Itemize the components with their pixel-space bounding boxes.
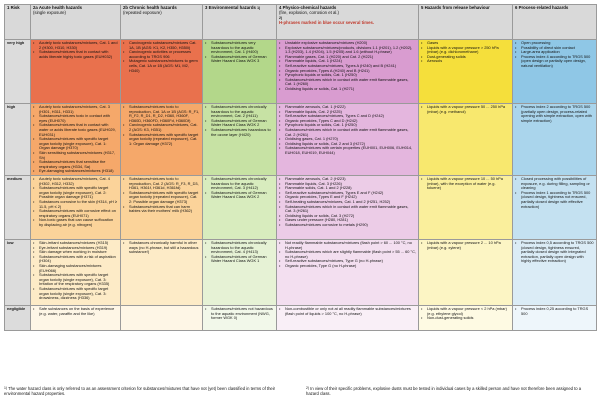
process-related-cell — [513, 176, 597, 240]
criteria-list — [421, 177, 510, 191]
criteria-list — [33, 41, 118, 59]
criteria-list — [33, 307, 118, 316]
criteria-item: • Mutagenic substances/mixtures to germ cells, Cat. 1A or 1B (AGS: M1, M2, H340) — [127, 59, 200, 73]
criteria-item: • Substances/mixtures of German Water Hazard Class WGK 3 — [209, 55, 274, 64]
table-body — [5, 40, 597, 331]
criteria-item: • Substances/mixtures that in contact with water or acids liberate toxic gases (EUH029, EUH031) — [37, 123, 118, 137]
header-release-behaviour: 5 Hazards from release behaviour — [419, 5, 513, 40]
criteria-item: • Substances/mixtures which in contact with water emit flammable gases, Cat. 1 (H260) — [283, 78, 416, 87]
criteria-item: • Substances/mixtures toxic to reproduction, Cat. 1A or 1B (AGS: R_F1, R_F2, R_D1, R_D2, H360, H360F, H360D, H360FD, H360Fd, H360Df) — [127, 105, 200, 123]
criteria-item: • Skin damage when working in moisture — [37, 250, 118, 255]
criteria-item: • Self-reactive substances/mixtures, Type G (no H-phrase) — [283, 259, 416, 264]
criteria-list — [279, 307, 416, 316]
criteria-item: • Organic peroxides, Types E and F (H242) — [283, 195, 416, 200]
criteria-item: • Unstable explosive substances/mixtures (H200) — [283, 41, 416, 46]
criteria-item: • Substances/mixtures which in contact with water emit flammable gases, Cat. 3 (H261) — [283, 205, 416, 214]
criteria-item: • Substances/mixtures with certain properties (EUH001, EUH006, EUH014, EUH018, EUH019, EUH044) — [283, 146, 416, 155]
criteria-item: • Oxidising liquids or solids, Cat. 1 (H271) — [283, 87, 416, 92]
release-behaviour-cell — [419, 176, 513, 240]
criteria-list — [205, 177, 274, 200]
criteria-item: • Organic peroxides, Types A (H240) and B (H241) — [283, 69, 416, 74]
risk-level-cell: very high — [5, 40, 31, 104]
acute-cell — [31, 240, 121, 306]
criteria-item: • Liquids with a vapour pressure 10 ... 50 hPa (mbar), with the exception of water (e.g. toluene) — [425, 177, 510, 191]
criteria-item: • Acutely toxic substances/mixtures, Cat. 4 (H302, H312, H332) — [37, 177, 118, 186]
criteria-item: • Substances/mixtures chronically hazardous to the aquatic environment, Cat. 4 (H413) — [209, 241, 274, 255]
criteria-list — [205, 105, 274, 137]
criteria-item: • Substances/mixtures with a risk of aspiration (H304) — [37, 255, 118, 264]
criteria-list — [123, 41, 200, 73]
criteria-item: • Substances/mixtures with specific target organ toxicity (single exposure), Cat. 2: Possible organ damage (H371) — [37, 186, 118, 200]
criteria-item: • Substances/mixtures of German Water Hazard Class WGK 1 — [209, 255, 274, 264]
criteria-item: • Substances/mixtures toxic to reproduction, Cat. 2 (AGS: R_F3, R_D3, H361, H361f, H361d, H361fd) — [127, 177, 200, 191]
criteria-item: • Oxidising liquids or solids, Cat. 3 (H272) — [283, 214, 416, 219]
footnote-explosive-dusts: $^{2)}$ In view of their specific problems, explosive dusts must be tested in individual cases by a skilled person and have not therefore been assigned to a hazard class. — [306, 386, 582, 396]
criteria-item: • Substances corrosive to the skin (H314, pH ≥ 11.5, pH ≤ 2) — [37, 200, 118, 209]
header-physico-chemical: 4 Physico-chemical hazards (fire, explosion, corrosion et al.) $^{2)}$ H-phrases marked in blue occur several times. — [277, 5, 419, 40]
criteria-item: • Safe substances on the basis of experience (e.g. water, paraffin and the like) — [37, 307, 118, 316]
criteria-item: • Substances/mixtures very hazardous to the aquatic environment, Cat. 1 (H400) — [209, 41, 274, 55]
criteria-item: • Substances/mixtures which in contact with water emit flammable gases, Cat. 2 (H261) — [283, 128, 416, 137]
header-process-related: 6 Process-related hazards — [513, 5, 597, 40]
criteria-list — [421, 41, 510, 64]
criteria-list — [123, 105, 200, 146]
criteria-list — [205, 307, 274, 321]
criteria-list — [421, 241, 510, 250]
criteria-item: • Substances/mixtures that in contact with acids liberate highly toxic gases (EUH032) — [37, 50, 118, 59]
criteria-item: • Eye-irritant substances/mixtures (H319) — [37, 246, 118, 251]
release-behaviour-cell — [419, 240, 513, 306]
criteria-item: • Dust-generating solids — [425, 55, 510, 60]
process-related-cell — [513, 104, 597, 176]
table-row — [5, 176, 597, 240]
release-behaviour-cell — [419, 40, 513, 104]
criteria-item: • Substances/mixtures with specific target organ toxicity (single exposure), Cat. 3: Irritation of the respiratory organs (H335) — [37, 273, 118, 287]
criteria-list — [33, 177, 118, 228]
criteria-item: • Flammable gases, Cat. 1 (H220) and Cat. 2 (H221) — [283, 55, 416, 60]
criteria-item: • Substances/mixtures with specific target organ toxicity (repeated exposure), Cat. 2: Possible organ damage (H373) — [127, 191, 200, 205]
criteria-list — [279, 177, 416, 228]
release-behaviour-cell — [419, 306, 513, 331]
criteria-item: • Self-reactive substances/mixtures, Types C and D (H242) — [283, 114, 416, 119]
criteria-item: • Pyrophoric liquids or solids, Cat. 1 (H250) — [283, 123, 416, 128]
header-environmental: 3 Environmental hazards $^{1)}$ — [203, 5, 277, 40]
criteria-item: • Flammable liquids, Cat. 1 (H224) — [283, 59, 416, 64]
table-row — [5, 306, 597, 331]
criteria-item: • Liquids with a vapour pressure 50 ... 250 hPa (mbar) (e.g. methanol) — [425, 105, 510, 114]
criteria-item: • Substances chronically harmful in other ways (no H-phrase, but still a hazardous substance!) — [127, 241, 200, 255]
criteria-list — [515, 105, 594, 123]
process-related-cell — [513, 240, 597, 306]
physico-chemical-cell — [277, 176, 419, 240]
criteria-list — [515, 307, 594, 316]
physico-chemical-cell — [277, 240, 419, 306]
criteria-item: • Carcinogenic substances/mixtures Cat. 1A, 1B (AGS: K1, K2, H350, H350i) — [127, 41, 200, 50]
acute-cell — [31, 104, 121, 176]
footnote-water-hazard: $^{1)}$ The water hazard class is only referred to as an assessment criterion for substances/mixtures that have not (yet) been classified in terms of their environmental hazard properties. — [4, 386, 276, 396]
criteria-item: • Flammable solids, Cat. 1 and 2 (H228) — [283, 186, 416, 191]
criteria-item: • Process index 4 according to TRGS 500 (open design or partially open design, natural ventilation) — [519, 55, 594, 69]
criteria-item: • Acutely toxic substances/mixtures, Cat. 3 (H301, H311, H331) — [37, 105, 118, 114]
criteria-item: • Process index 1 according to TRGS 500 (closed design, tightness not ensured, partially closed design with effective extraction) — [519, 191, 594, 209]
chronic-cell — [121, 240, 203, 306]
criteria-item: • Substances/mixtures of German Water Hazard Class WGK 2 — [209, 191, 274, 200]
criteria-list — [515, 241, 594, 264]
criteria-item: • Non-combustible or only not at all readily flammable substances/mixtures (flash point of liquids > 100 °C, no H-phrase) — [283, 307, 416, 316]
criteria-item: • Gases under pressure (H280, H281) — [283, 218, 416, 223]
header-risk: 1 Risk — [5, 5, 31, 40]
physico-chemical-cell — [277, 306, 419, 331]
criteria-item: • Self-heating substances/mixtures, Cat. 1 and 2 (H251, H252) — [283, 200, 416, 205]
criteria-item: • Explosive substances/mixtures/products, divisions 1.1 (H201), 1.2 (H202), 1.3 (H203), 1.4 (H204), 1.5 (H205) and 1.6 (without H-phrase) — [283, 46, 416, 55]
environmental-cell — [203, 306, 277, 331]
criteria-list — [421, 307, 510, 321]
criteria-item: • Oxidising gases, Cat. 1 (H270) — [283, 137, 416, 142]
criteria-list — [33, 241, 118, 301]
criteria-list — [279, 105, 416, 156]
criteria-item: • Substances/mixtures that sensitise the respiratory organs (H334, Sa) — [37, 160, 118, 169]
criteria-item: • Liquids with a vapour pressure 2 ... 10 hPa (mbar) (e.g. xylene) — [425, 241, 510, 250]
criteria-item: • Non-toxic gases that can cause suffocation by displacing air (e.g. nitrogen) — [37, 218, 118, 227]
criteria-item: • Aerosols — [425, 59, 510, 64]
chronic-cell — [121, 176, 203, 240]
acute-cell — [31, 306, 121, 331]
physico-chemical-cell — [277, 104, 419, 176]
criteria-list — [515, 41, 594, 69]
criteria-item: • Substances/mixtures which are slightly flammable (flash point > 55 ... 60 °C, no H-phrase) — [283, 250, 416, 259]
criteria-item: • Gases — [425, 41, 510, 46]
criteria-list — [279, 241, 416, 269]
environmental-cell — [203, 240, 277, 306]
criteria-item: • Not readily flammable substances/mixtures (flash point > 60 ... 100 °C, no H-phrase) — [283, 241, 416, 250]
criteria-item: • Substances/mixtures chronically hazardous to the aquatic environment, Cat. 3 (H412) — [209, 177, 274, 191]
criteria-item: • Process index 0,5 according to TRGS 500 (closed design, tightness ensured, partially closed design with integrated extraction, partially open design with highly effective extraction) — [519, 241, 594, 264]
criteria-item: • Substances/mixtures toxic in contact with eyes (EUH070) — [37, 114, 118, 123]
process-related-cell — [513, 306, 597, 331]
chronic-cell — [121, 104, 203, 176]
process-related-cell — [513, 40, 597, 104]
criteria-item: • Substances/mixtures with specific target organ toxicity (repeated exposure), Cat. 1: Organ damage (H372) — [127, 133, 200, 147]
criteria-list — [205, 41, 274, 64]
criteria-item: • Process index 2 according to TRGS 500 (partially open design, process-related opening with simple extraction, open with simple extraction) — [519, 105, 594, 123]
chronic-cell — [121, 306, 203, 331]
criteria-item: • Self-reactive substances/mixtures, Types A (H240) and B (H241) — [283, 64, 416, 69]
criteria-item: • Flammable aerosols, Cat. 2 (H223) — [283, 177, 416, 182]
table-header-row — [5, 5, 597, 40]
hazard-assessment-table — [4, 4, 597, 331]
risk-level-cell: high — [5, 104, 31, 176]
criteria-item: • Skin-damaging substances/mixtures (EUH066) — [37, 264, 118, 273]
criteria-item: • Self-reactive substances/mixtures, Types E and F (H242) — [283, 191, 416, 196]
criteria-list — [515, 177, 594, 209]
header-acute: 2a Acute health hazards (single exposure) — [31, 5, 121, 40]
criteria-item: • Substances/mixtures with specific target organ toxicity (single exposure), Cat. 1: Organ damage (H370) — [37, 137, 118, 151]
environmental-cell — [203, 176, 277, 240]
table-row — [5, 240, 597, 306]
criteria-item: • Organic peroxides, Type G (no H-phrase) — [283, 264, 416, 269]
criteria-item: • Substances/mixtures with specific target organ toxicity (single exposure), Cat. 3: drowsiness, dizziness (H336) — [37, 287, 118, 301]
criteria-item: • Closed processing with possibilities of exposure, e.g. during filling, sampling or cleaning — [519, 177, 594, 191]
criteria-item: • Open processing — [519, 41, 594, 46]
criteria-item: • Possibility of direct skin contact — [519, 46, 594, 51]
criteria-item: • Pyrophoric liquids or solids, Cat. 1 (H250) — [283, 73, 416, 78]
risk-level-cell: medium — [5, 176, 31, 240]
criteria-item: • Substances/mixtures corrosive to metals (H290) — [283, 223, 416, 228]
criteria-item: • Acutely toxic substances/mixtures, Cat. 1 and 2 (H300, H310, H330) — [37, 41, 118, 50]
acute-cell — [31, 176, 121, 240]
criteria-list — [33, 105, 118, 174]
header-chronic: 2b Chronic health hazards (repeated exposure) — [121, 5, 203, 40]
criteria-list — [123, 177, 200, 214]
environmental-cell — [203, 40, 277, 104]
criteria-list — [123, 241, 200, 255]
criteria-item: • Flammable aerosols, Cat. 1 (H222) — [283, 105, 416, 110]
criteria-item: • Eye-damaging substances/mixtures (H318) — [37, 169, 118, 174]
criteria-list — [205, 241, 274, 264]
criteria-item: • Substances/mixtures not hazardous to the aquatic environment (NWG, former WGK 0) — [209, 307, 274, 321]
criteria-list — [421, 105, 510, 114]
risk-level-cell: negligible — [5, 306, 31, 331]
acute-cell — [31, 40, 121, 104]
criteria-item: • Flammable liquids, Cat. 2 (H225) — [283, 110, 416, 115]
criteria-item: • Skin sensitising substances/mixtures (H317, Sh) — [37, 151, 118, 160]
table-row — [5, 104, 597, 176]
criteria-item: • Substances/mixtures that can harm babies via their mothers' milk (H362) — [127, 205, 200, 214]
criteria-list — [279, 41, 416, 92]
chronic-cell — [121, 40, 203, 104]
criteria-item: • Flammable liquids, Cat. 3 (H226) — [283, 182, 416, 187]
criteria-item: • Non-dust-generating solids — [425, 316, 510, 321]
criteria-item: • Substances/mixtures with corrosive effect on respiratory organs (EUH071) — [37, 209, 118, 218]
criteria-item: • Organic peroxides, Types C and D (H242) — [283, 119, 416, 124]
table-row — [5, 40, 597, 104]
criteria-item: • Substances/mixtures hazardous to the ozone layer (H420) — [209, 128, 274, 137]
criteria-item: • Substances/mixtures of German Water Hazard Class WGK 2 — [209, 119, 274, 128]
criteria-item: • Liquids with a vapour pressure < 2 hPa (mbar) (e.g. ethylene glycol) — [425, 307, 510, 316]
criteria-item: • Carcinogenic substances/mixtures, Cat. 2 (AGS: K3, H351) — [127, 123, 200, 132]
criteria-item: • Substances/mixtures chronically hazardous to the aquatic environment, Cat. 2 (H411) — [209, 105, 274, 119]
criteria-item: • Skin-irritant substances/mixtures (H315) — [37, 241, 118, 246]
environmental-cell — [203, 104, 277, 176]
release-behaviour-cell — [419, 104, 513, 176]
criteria-item: • Process index 0,25 according to TRGS 500 — [519, 307, 594, 316]
criteria-item: • Oxidising liquids or solids, Cat. 2 and 3 (H272) — [283, 142, 416, 147]
risk-level-cell: low — [5, 240, 31, 306]
criteria-item: • Liquids with a vapour pressure > 250 hPa (mbar) (e.g. dichloromethane) — [425, 46, 510, 55]
physico-chemical-cell — [277, 40, 419, 104]
criteria-item: • Carcinogenic activities or processes according to TRGS 906 — [127, 50, 200, 59]
criteria-item: • Large-area application — [519, 50, 594, 55]
